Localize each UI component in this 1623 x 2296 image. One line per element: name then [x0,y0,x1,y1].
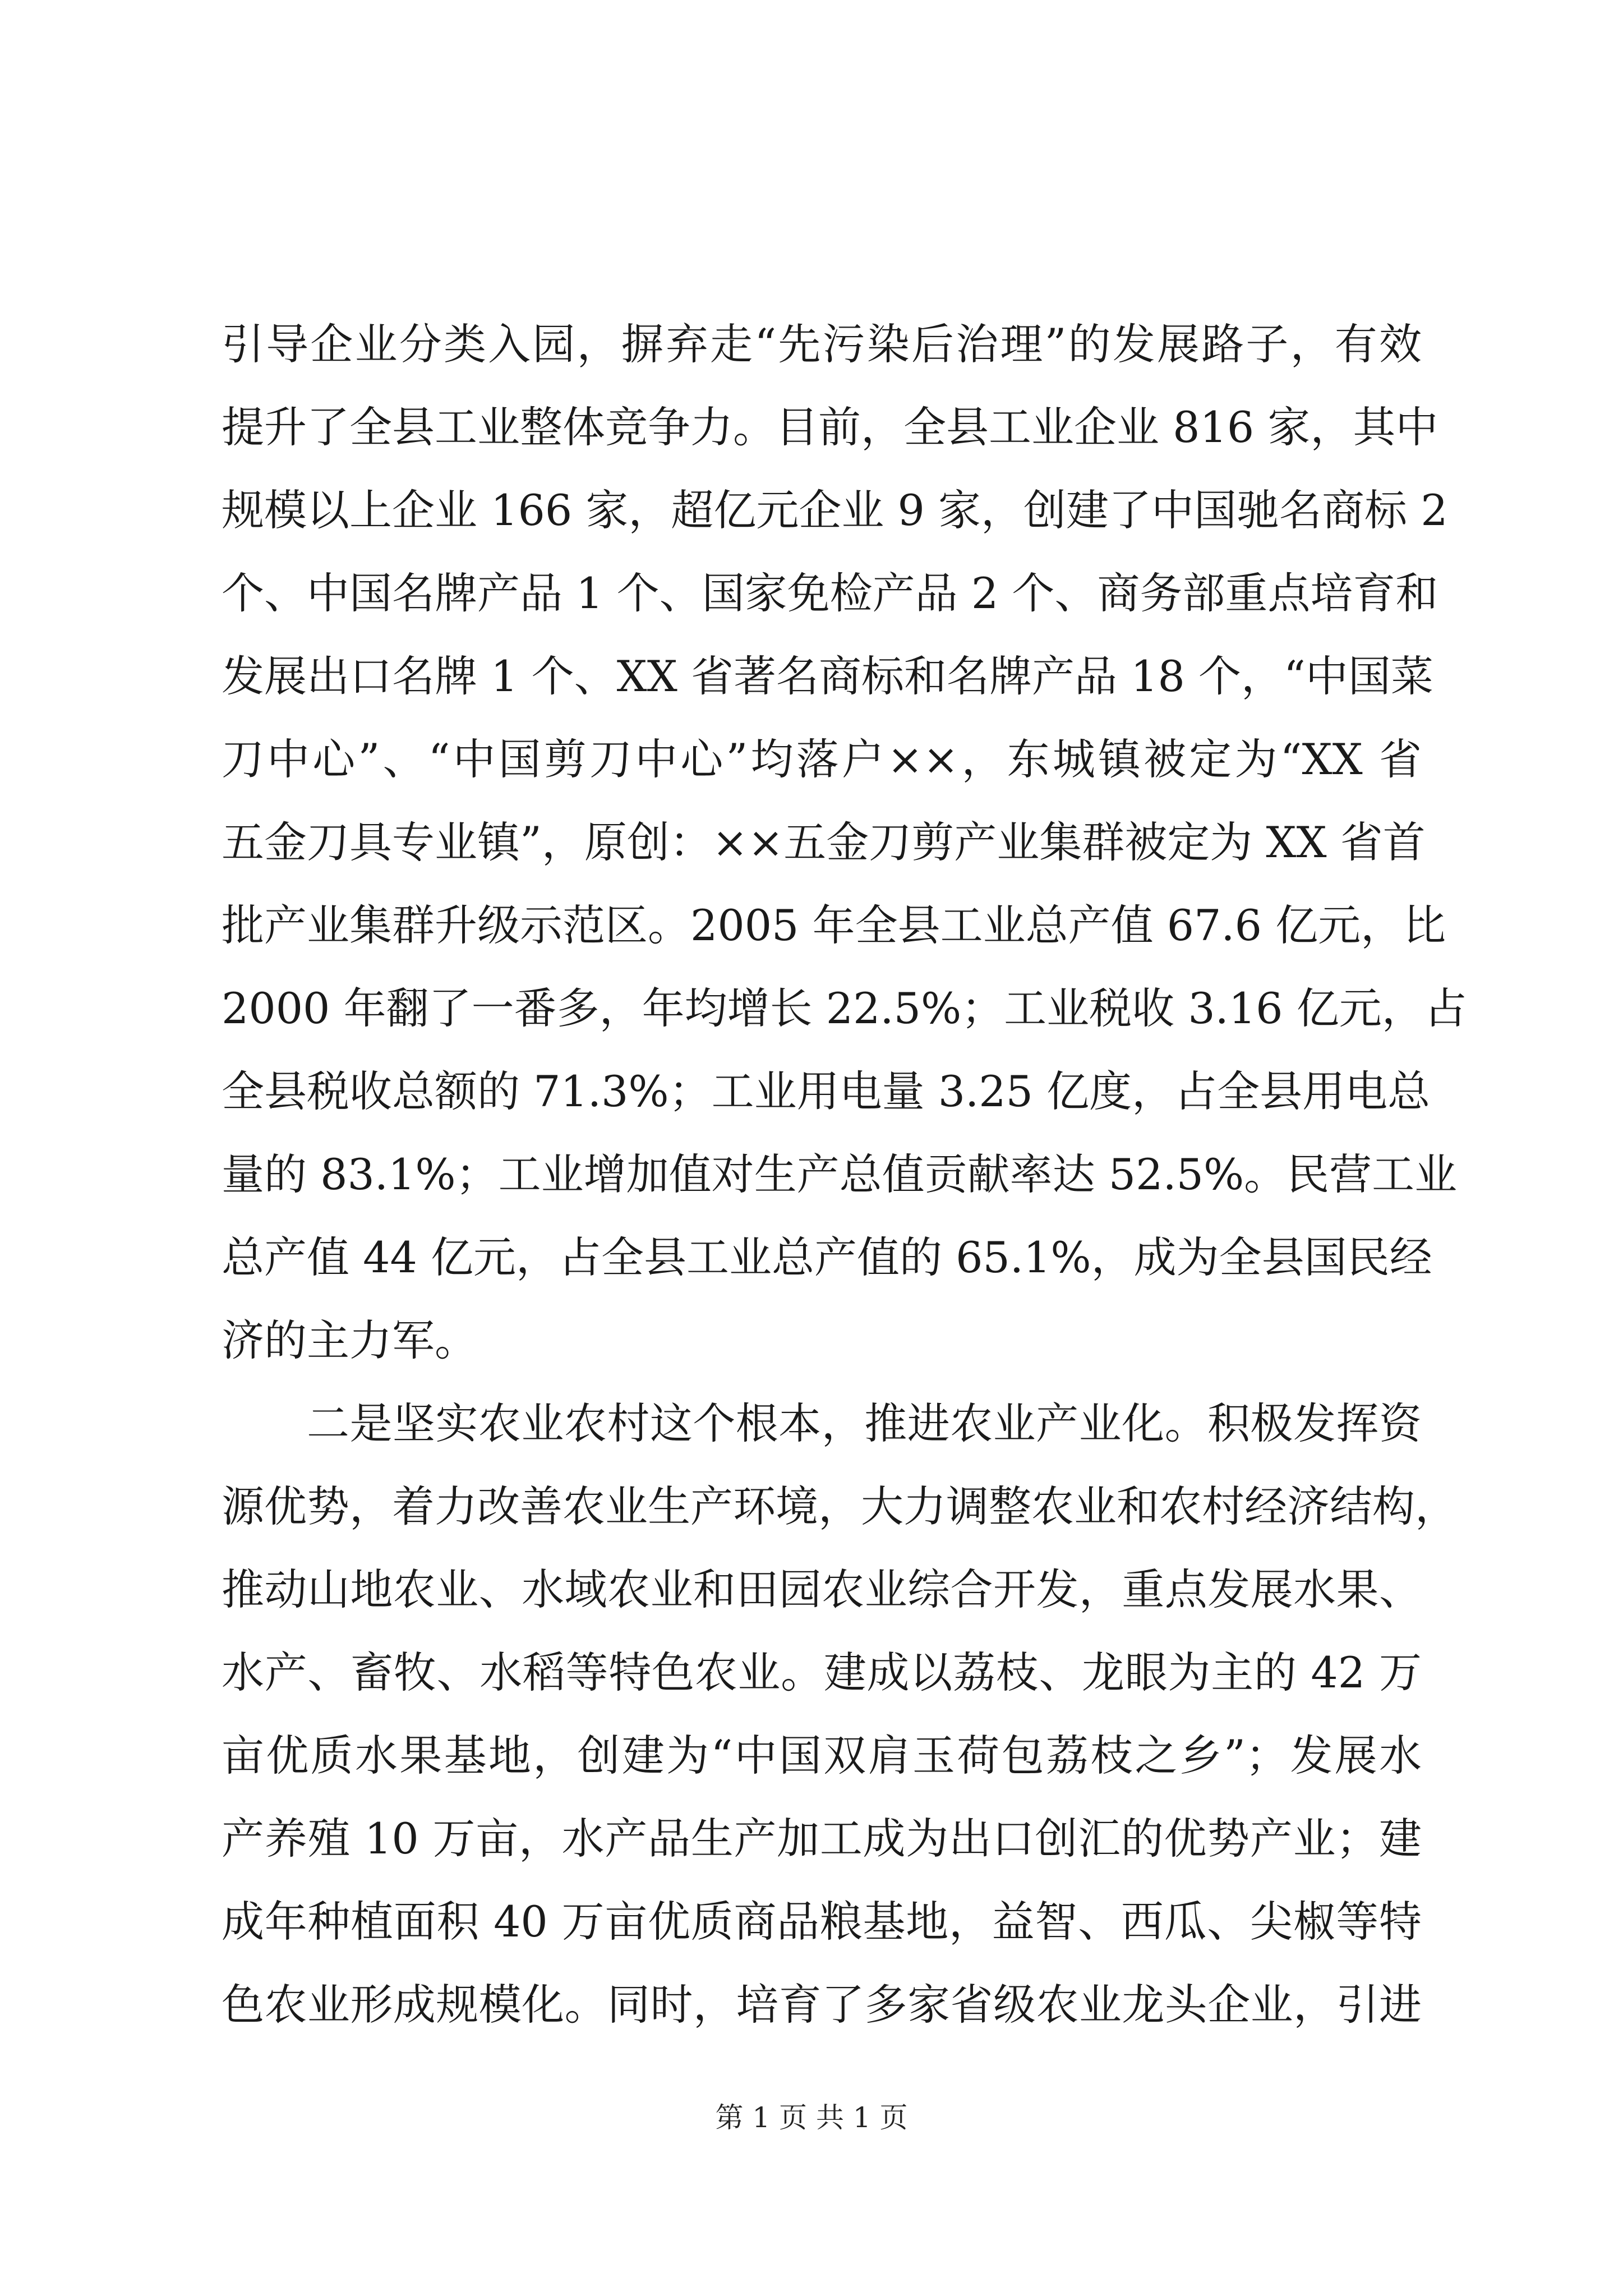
text-line: 成年种植面积 40 万亩优质商品粮基地，益智、西瓜、尖椒等特 [222,1897,1422,1947]
text-line: 源优势，着力改善农业生产环境，大力调整农业和农村经济结构， [222,1481,1458,1531]
text-line: 亩优质水果基地，创建为“中国双肩玉荷包荔枝之乡”；发展水 [222,1731,1422,1780]
paragraph [222,1382,1458,2046]
body-text [222,303,1467,2046]
text-line: 批产业集群升级示范区。2005 年全县工业总产值 67.6 亿元，比 [222,900,1446,950]
text-line: 产养殖 10 万亩，水产品生产加工成为出口创汇的优势产业；建 [222,1814,1422,1864]
text-line: 刀中心”、“中国剪刀中心”均落户××，东城镇被定为“XX 省 [222,734,1422,784]
text-line: 济的主力军。 [222,1315,477,1365]
text-line: 规模以上企业 166 家，超亿元企业 9 家，创建了中国驰名商标 2 [222,485,1448,535]
text-line: 发展出口名牌 1 个、XX 省著名商标和名牌产品 18 个，“中国菜 [222,651,1433,701]
text-line: 二是坚实农业农村这个根本，推进农业产业化。积极发挥资 [307,1398,1422,1448]
text-line: 推动山地农业、水域农业和田园农业综合开发，重点发展水果、 [222,1565,1422,1614]
paragraph [222,303,1467,1382]
text-line: 总产值 44 亿元，占全县工业总产值的 65.1%，成为全县国民经 [222,1232,1432,1282]
text-line: 水产、畜牧、水稻等特色农业。建成以荔枝、龙眼为主的 42 万 [222,1648,1422,1697]
text-line: 提升了全县工业整体竞争力。目前，全县工业企业 816 家，其中 [222,402,1438,452]
text-line: 2000 年翻了一番多，年均增长 22.5%；工业税收 3.16 亿元，占 [222,983,1467,1033]
text-line: 全县税收总额的 71.3%；工业用电量 3.25 亿度，占全县用电总 [222,1066,1431,1116]
text-line: 个、中国名牌产品 1 个、国家免检产品 2 个、商务部重点培育和 [222,568,1438,618]
text-line: 五金刀具专业镇”，原创：××五金刀剪产业集群被定为 XX 省首 [222,817,1426,867]
text-line: 引导企业分类入园，摒弃走“先污染后治理”的发展路子，有效 [222,319,1422,369]
text-line: 量的 83.1%；工业增加值对生产总值贡献率达 52.5%。民营工业 [222,1149,1458,1199]
text-line: 色农业形成规模化。同时，培育了多家省级农业龙头企业，引进 [222,1980,1422,2030]
page-footer: 第 1 页 共 1 页 [715,2101,908,2134]
